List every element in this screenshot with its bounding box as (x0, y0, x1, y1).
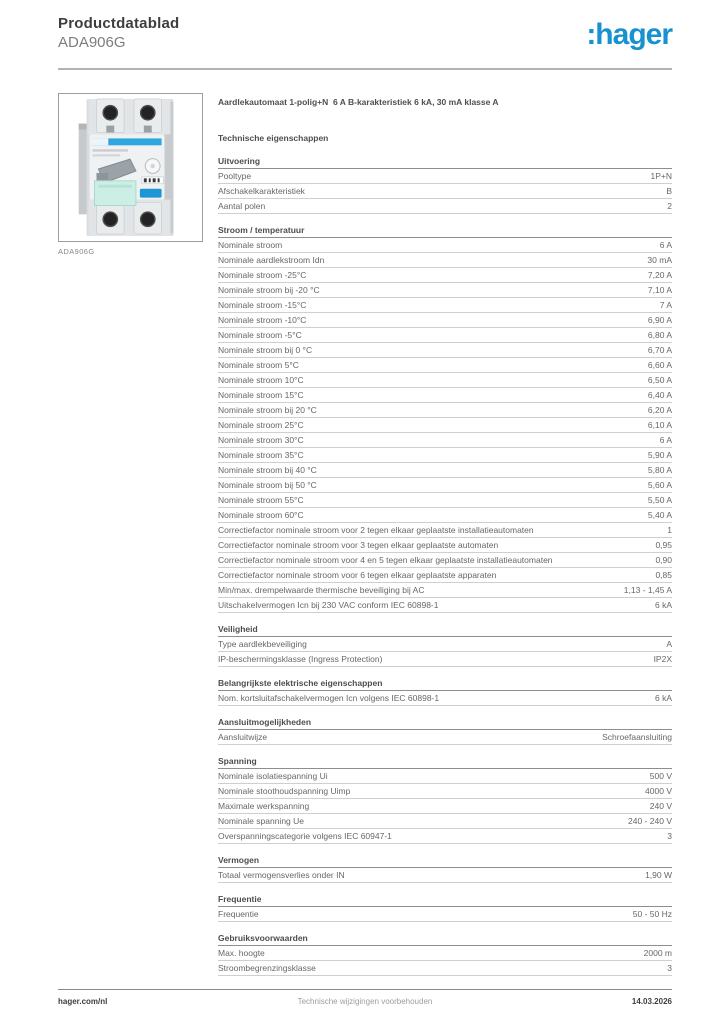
hager-logo: :hager (586, 18, 672, 51)
spec-row (218, 238, 672, 253)
spec-label: Correctiefactor nominale stroom voor 2 tegen elkaar geplaatste installatieautomaten (218, 525, 534, 535)
spec-label: Aantal polen (218, 201, 266, 211)
spec-label: Uitschakelvermogen Icn bij 230 VAC conform IEC 60898-1 (218, 600, 439, 610)
spec-label: Overspanningscategorie volgens IEC 60947-1 (218, 831, 392, 841)
spec-label: Maximale werkspanning (218, 801, 310, 811)
spec-label: Nominale stroom -5°C (218, 330, 302, 340)
spec-row (218, 298, 672, 313)
spec-label: Stroombegrenzingsklasse (218, 963, 316, 973)
spec-value: 50 - 50 Hz (632, 909, 672, 919)
spec-value: 3 (667, 831, 672, 841)
spec-label: Nominale stroom bij -20 °C (218, 285, 320, 295)
footer-website-link[interactable]: hager.com/nl (58, 997, 108, 1006)
spec-label: Type aardlekbeveiliging (218, 639, 307, 649)
spec-value: 5,90 A (647, 450, 672, 460)
spec-value: B (666, 186, 672, 196)
spec-label: Nominale stroom 60°C (218, 510, 304, 520)
page-header (58, 0, 672, 70)
page-title: Productdatablad (58, 15, 180, 32)
spec-value: 5,50 A (647, 495, 672, 505)
spec-section-title: Veiligheid (218, 624, 672, 637)
spec-row (218, 568, 672, 583)
spec-label: Totaal vermogensverlies onder IN (218, 870, 345, 880)
spec-column (218, 93, 672, 976)
spec-row (218, 961, 672, 976)
spec-row (218, 907, 672, 922)
spec-value: 3 (667, 963, 672, 973)
spec-row (218, 538, 672, 553)
spec-row (218, 946, 672, 961)
spec-label: Nominale stroom 25°C (218, 420, 304, 430)
main-content (58, 93, 672, 976)
spec-section-title: Vermogen (218, 855, 672, 868)
spec-value: 5,40 A (647, 510, 672, 520)
tech-properties-heading: Technische eigenschappen (218, 133, 329, 143)
spec-row (218, 829, 672, 844)
breaker-test-button (140, 189, 162, 198)
spec-value: 1,13 - 1,45 A (623, 585, 672, 595)
spec-row (218, 730, 672, 745)
spec-value: 0,95 (655, 540, 672, 550)
spec-label: Nominale stroom (218, 240, 283, 250)
spec-value: 6,20 A (647, 405, 672, 415)
spec-label: Nominale stroom 30°C (218, 435, 304, 445)
spec-label: Nominale isolatiespanning Ui (218, 771, 328, 781)
spec-row (218, 184, 672, 199)
spec-row (218, 403, 672, 418)
spec-label: Max. hoogte (218, 948, 265, 958)
spec-value: 1 (667, 525, 672, 535)
spec-row (218, 268, 672, 283)
spec-section-title: Stroom / temperatuur (218, 225, 672, 238)
spec-row (218, 253, 672, 268)
spec-value: 2000 m (643, 948, 672, 958)
spec-value: 0,90 (655, 555, 672, 565)
footer-date: 14.03.2026 (631, 997, 672, 1006)
spec-section (218, 678, 672, 706)
spec-row (218, 814, 672, 829)
spec-row (218, 343, 672, 358)
spec-row (218, 283, 672, 298)
spec-value: 4000 V (645, 786, 672, 796)
spec-value: 6 kA (654, 600, 672, 610)
spec-value: 240 - 240 V (628, 816, 672, 826)
footer-disclaimer: Technische wijzigingen voorbehouden (297, 997, 433, 1006)
spec-label: Afschakelkarakteristiek (218, 186, 305, 196)
spec-label: Nominale aardlekstroom Idn (218, 255, 325, 265)
spec-row (218, 358, 672, 373)
spec-value: 1P+N (650, 171, 672, 181)
spec-section-title: Belangrijkste elektrische eigenschappen (218, 678, 672, 691)
spec-row (218, 433, 672, 448)
spec-label: Nominale stroom bij 40 °C (218, 465, 317, 475)
spec-section-title: Frequentie (218, 894, 672, 907)
spec-row (218, 553, 672, 568)
spec-label: Nominale stroom bij 20 °C (218, 405, 317, 415)
spec-row (218, 328, 672, 343)
spec-row (218, 799, 672, 814)
spec-value: 6 kA (654, 693, 672, 703)
spec-label: Nominale stroom -10°C (218, 315, 307, 325)
spec-value: A (666, 639, 672, 649)
spec-row (218, 418, 672, 433)
spec-value: 6,60 A (647, 360, 672, 370)
spec-label: Nominale stroom -15°C (218, 300, 307, 310)
spec-label: Nominale stroom 15°C (218, 390, 304, 400)
spec-section (218, 756, 672, 844)
spec-section (218, 624, 672, 667)
spec-section-title: Spanning (218, 756, 672, 769)
spec-label: Nominale stroom bij 0 °C (218, 345, 313, 355)
spec-value: 7 A (659, 300, 672, 310)
spec-row (218, 691, 672, 706)
spec-section (218, 855, 672, 883)
spec-value: 5,60 A (647, 480, 672, 490)
spec-value: 1,90 W (645, 870, 672, 880)
spec-row (218, 652, 672, 667)
spec-label: Nominale stroom 5°C (218, 360, 299, 370)
spec-row (218, 769, 672, 784)
spec-row (218, 388, 672, 403)
spec-label: Nominale stroom -25°C (218, 270, 307, 280)
spec-sections (218, 156, 672, 976)
spec-section (218, 894, 672, 922)
spec-value: 0,85 (655, 570, 672, 580)
product-reference: ADA906G (58, 34, 126, 51)
spec-row (218, 448, 672, 463)
spec-value: 5,80 A (647, 465, 672, 475)
spec-value: 240 V (649, 801, 672, 811)
spec-value: IP2X (653, 654, 672, 664)
spec-value: 500 V (649, 771, 672, 781)
spec-label: Nominale stoothoudspanning Uimp (218, 786, 351, 796)
spec-label: Nominale stroom 10°C (218, 375, 304, 385)
spec-label: Correctiefactor nominale stroom voor 4 en 5 tegen elkaar geplaatste installatieautomaten (218, 555, 553, 565)
spec-section (218, 717, 672, 745)
spec-value: 2 (667, 201, 672, 211)
spec-value: 6,90 A (647, 315, 672, 325)
spec-row (218, 583, 672, 598)
spec-label: Pooltype (218, 171, 252, 181)
spec-row (218, 493, 672, 508)
spec-row (218, 868, 672, 883)
spec-label: Min/max. drempelwaarde thermische beveiliging bij AC (218, 585, 425, 595)
spec-value: 6,70 A (647, 345, 672, 355)
spec-row (218, 508, 672, 523)
spec-label: Nom. kortsluitafschakelvermogen Icn volgens IEC 60898-1 (218, 693, 440, 703)
spec-row (218, 199, 672, 214)
spec-value: 6 A (659, 435, 672, 445)
spec-row (218, 637, 672, 652)
spec-label: Correctiefactor nominale stroom voor 3 tegen elkaar geplaatste automaten (218, 540, 499, 550)
spec-label: IP-beschermingsklasse (Ingress Protection) (218, 654, 383, 664)
spec-value: 6,50 A (647, 375, 672, 385)
product-description: Aardlekautomaat 1-polig+N 6 A B-karakteristiek 6 kA, 30 mA klasse A (218, 97, 499, 107)
spec-label: Nominale spanning Ue (218, 816, 304, 826)
spec-label: Nominale stroom 55°C (218, 495, 304, 505)
spec-section-title: Gebruiksvoorwaarden (218, 933, 672, 946)
spec-section-title: Uitvoering (218, 156, 672, 169)
spec-row (218, 478, 672, 493)
spec-row (218, 373, 672, 388)
spec-value: Schroefaansluiting (602, 732, 672, 742)
spec-value: 6,80 A (647, 330, 672, 340)
spec-section (218, 225, 672, 613)
spec-section-title: Aansluitmogelijkheden (218, 717, 672, 730)
spec-row (218, 463, 672, 478)
spec-value: 7,10 A (647, 285, 672, 295)
spec-value: 30 mA (647, 255, 672, 265)
spec-value: 6 A (659, 240, 672, 250)
breaker-illustration (59, 94, 202, 241)
spec-row (218, 598, 672, 613)
spec-value: 7,20 A (647, 270, 672, 280)
spec-row (218, 784, 672, 799)
spec-row (218, 169, 672, 184)
page-footer (58, 989, 672, 1007)
spec-label: Nominale stroom 35°C (218, 450, 304, 460)
spec-row (218, 313, 672, 328)
product-image-column (58, 93, 203, 976)
spec-label: Aansluitwijze (218, 732, 268, 742)
product-photo-caption: ADA906G (58, 247, 95, 256)
spec-section (218, 933, 672, 976)
spec-label: Nominale stroom bij 50 °C (218, 480, 317, 490)
spec-label: Frequentie (218, 909, 259, 919)
spec-value: 6,40 A (647, 390, 672, 400)
spec-row (218, 523, 672, 538)
spec-value: 6,10 A (647, 420, 672, 430)
spec-section (218, 156, 672, 214)
spec-label: Correctiefactor nominale stroom voor 6 tegen elkaar geplaatste apparaten (218, 570, 497, 580)
product-photo (58, 93, 203, 242)
